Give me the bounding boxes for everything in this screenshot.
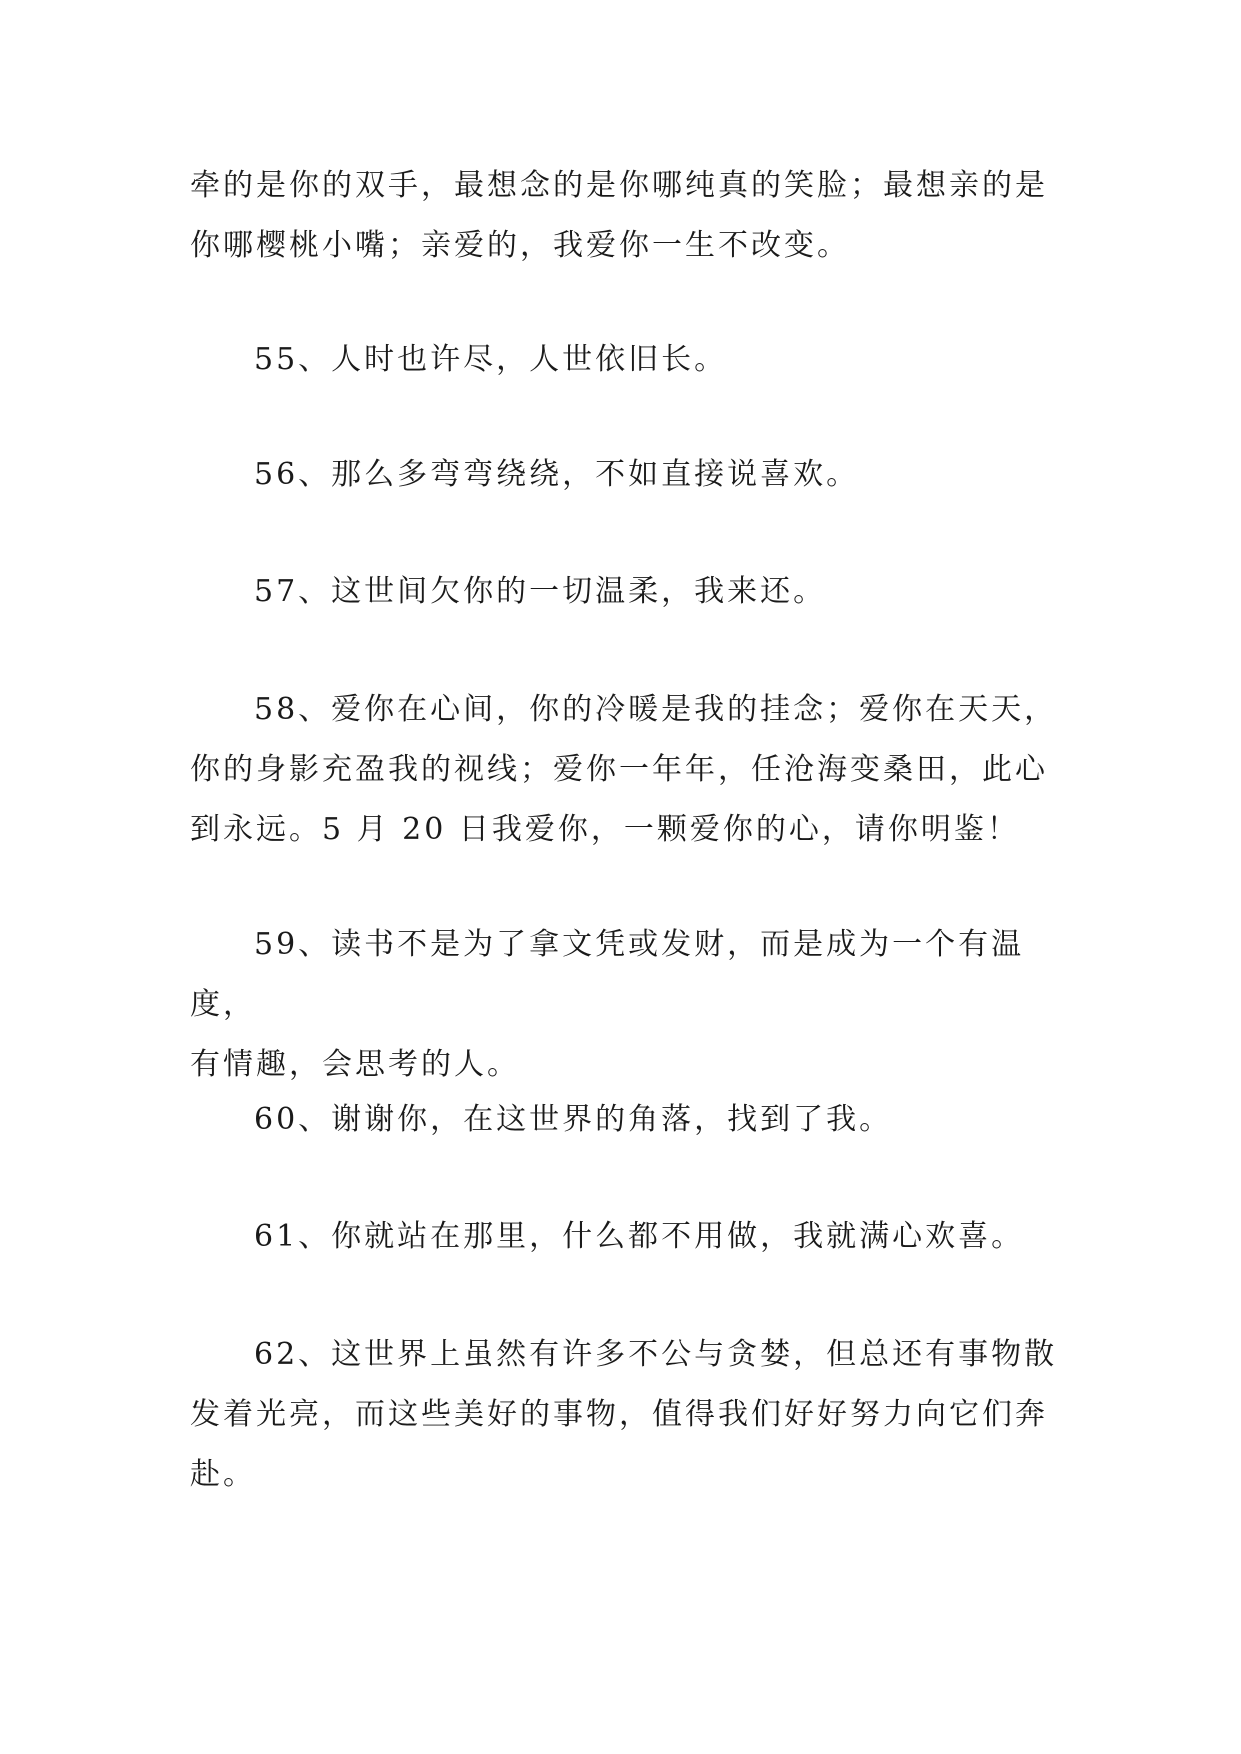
- paragraph-56: 56、那么多弯弯绕绕，不如直接说喜欢。: [254, 457, 860, 492]
- paragraph-continuation: 牵的是你的双手，最想念的是你哪纯真的笑脸；最想亲的是 你哪樱桃小嘴；亲爱的，我爱你一生不改变。: [190, 168, 1048, 263]
- paragraph-60: 60、谢谢你，在这世界的角落，找到了我。: [254, 1102, 893, 1137]
- paragraph-61: 61、你就站在那里，什么都不用做，我就满心欢喜。: [254, 1219, 1025, 1254]
- paragraph-59: 59、读书不是为了拿文凭或发财，而是成为一个有温度， 有情趣，会思考的人。: [190, 927, 1025, 1082]
- paragraph-57: 57、这世间欠你的一切温柔，我来还。: [254, 574, 827, 609]
- paragraph-55: 55、人时也许尽，人世依旧长。: [254, 342, 728, 377]
- paragraph-62: 62、这世界上虽然有许多不公与贪婪，但总还有事物散 发着光亮，而这些美好的事物，值得我们好好努力向它们奔 赴。: [190, 1337, 1058, 1492]
- paragraph-58: 58、爱你在心间，你的冷暖是我的挂念；爱你在天天， 你的身影充盈我的视线；爱你一年年，任沧海变桑田，此心 到永远。5 月 20 日我爱你，一颗爱你的心，请你明鉴！: [190, 692, 1058, 847]
